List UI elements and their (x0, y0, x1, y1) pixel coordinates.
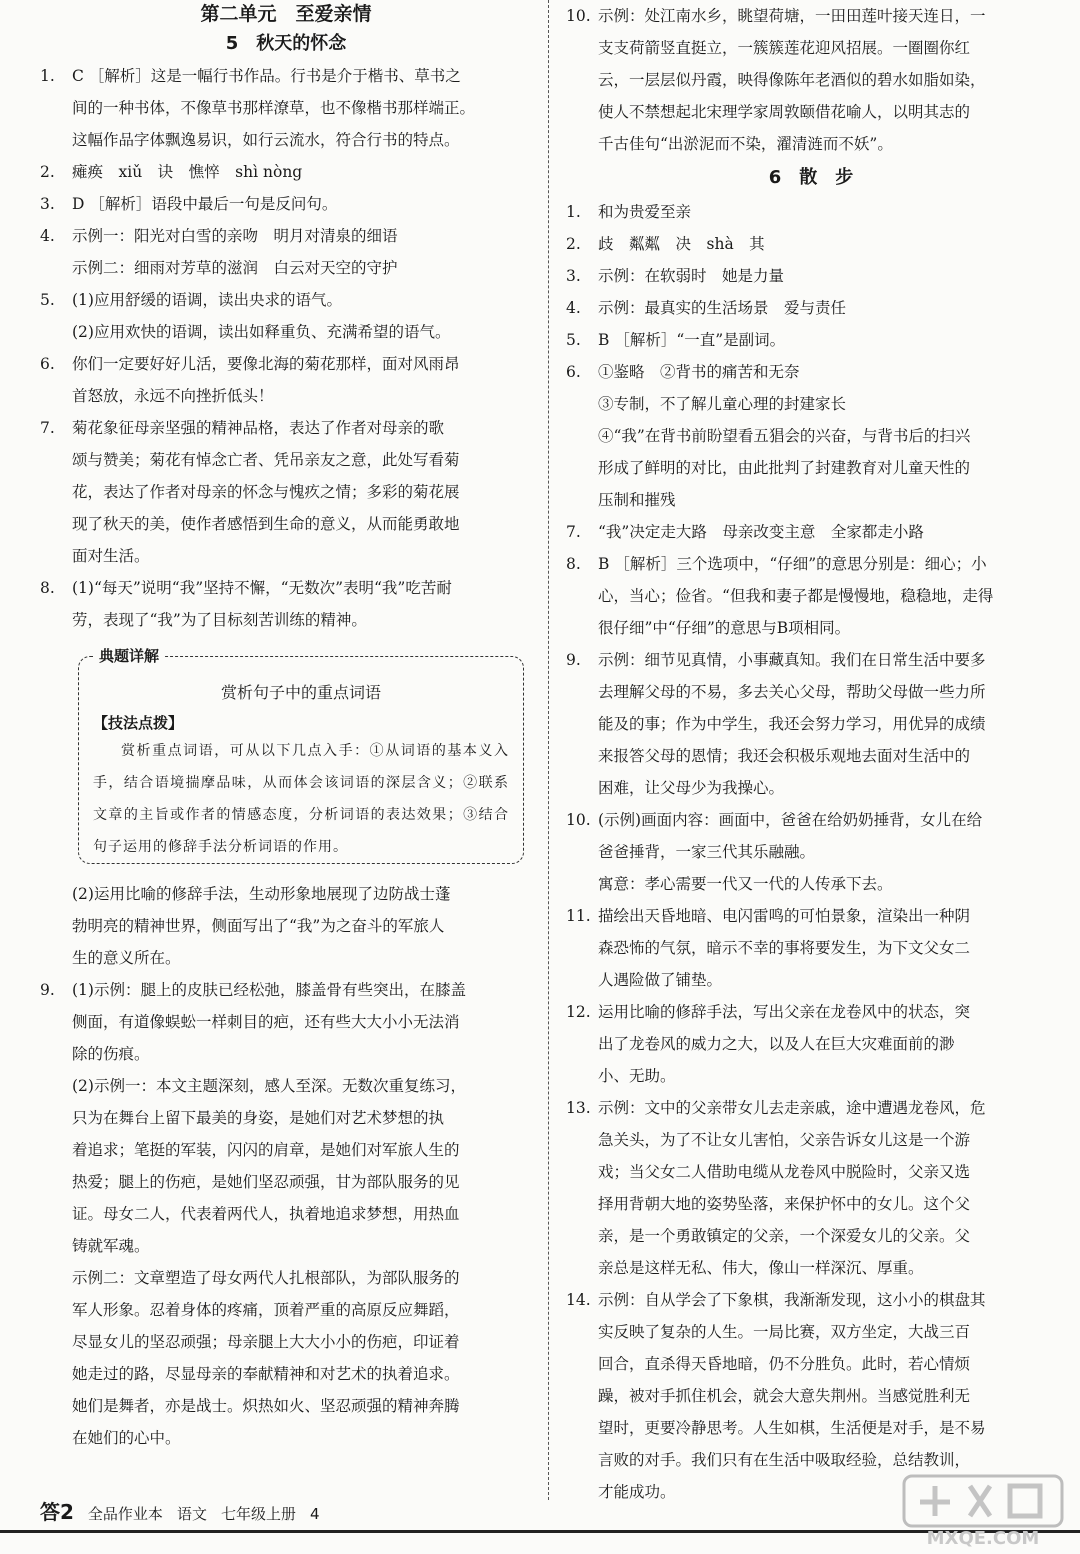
answer-number: 13. (566, 1099, 591, 1117)
unit-title: 第二单元 至爱亲情 (200, 3, 372, 25)
answer-item (40, 60, 532, 156)
answer-line: 言败的对手。我们只有在生活中吸取经验，总结教训， (598, 1451, 971, 1469)
answer-number: 6. (40, 355, 55, 373)
answer-line: 运用比喻的修辞手法，写出父亲在龙卷风中的状态，突 (598, 1003, 971, 1021)
answer-line: 除的伤痕。 (72, 1045, 150, 1063)
answer-line: 和为贵爱至亲 (598, 203, 692, 221)
answer-text (72, 412, 532, 572)
answer-item (566, 548, 1056, 644)
answer-line: 支支荷箭竖直挺立，一簇簇莲花迎风招展。一圈圈你红 (598, 39, 971, 57)
answer-line: 森恐怖的气氛，暗示不幸的事将要发生，为下文父女二 (598, 939, 971, 957)
answer-item (566, 292, 1056, 324)
answer-item (566, 996, 1056, 1092)
answer-line: 形成了鲜明的对比，由此批判了封建教育对儿童天性的 (598, 459, 971, 477)
answer-line: 望时，更要冷静思考。人生如棋，生活便是对手，是不易 (598, 1419, 986, 1437)
answer-line: (2)示例一：本文主题深刻，感人至深。无数次重复练习， (72, 1077, 466, 1095)
answer-text (598, 196, 1056, 228)
answer-line: ④“我”在背书前盼望看五猖会的兴奋，与背书后的扫兴 (598, 427, 971, 445)
answer-item (566, 228, 1056, 260)
answer-text (598, 516, 1056, 548)
left-column (40, 0, 532, 1454)
answer-number: 10. (566, 811, 591, 829)
answer-line: 示例：最真实的生活场景 爱与责任 (598, 299, 847, 317)
answer-text (72, 284, 532, 316)
answer-line: 回合，直杀得天昏地暗，仍不分胜负。此时，若心情烦 (598, 1355, 971, 1373)
answer-item (566, 324, 1056, 356)
answer-list (40, 60, 532, 252)
answer-number: 3. (40, 195, 55, 213)
answer-line: 着追求；笔挺的军装，闪闪的肩章，是她们对军旅人生的 (72, 1141, 460, 1159)
answer-line: 心，当心；俭省。“但我和妻子都是慢慢地，稳稳地，走得 (598, 587, 994, 605)
watermark-logo (900, 1472, 1066, 1550)
answer-item (566, 196, 1056, 228)
answer-line: 军人形象。忍着身体的疼痛，顶着严重的高原反应舞蹈， (72, 1301, 460, 1319)
book-name: 全品作业本 (87, 1505, 163, 1523)
watermark-text: MXQE.COM (926, 1528, 1040, 1549)
answer-line: 使人不禁想起北宋理学家周敦颐借花喻人，以明其志的 (598, 103, 971, 121)
answer-line: 尽显女儿的坚忍顽强；母亲腿上大大小小的伤疤，印证着 (72, 1333, 460, 1351)
answer-item (566, 356, 1056, 516)
answer-item (566, 900, 1056, 996)
answer-line: 她们是舞者，亦是战士。炽热如火、坚忍顽强的精神奔腾 (72, 1397, 460, 1415)
answer-item (40, 156, 532, 188)
answer-text (598, 292, 1056, 324)
answer-item (40, 284, 532, 316)
answer-item (566, 804, 1056, 900)
answer-item (40, 412, 532, 572)
answer-line: D ［解析］语段中最后一句是反问句。 (72, 195, 338, 213)
answer-line: 示例：文中的父亲带女儿去走亲戚，途中遭遇龙卷风，危 (598, 1099, 986, 1117)
answer-number: 1. (566, 203, 581, 221)
answer-text (598, 1092, 1056, 1284)
answer-line: 小、无助。 (598, 1067, 676, 1085)
answer-line: 困难，让父母少为我操心。 (598, 779, 785, 797)
answer-line: 来报答父母的恩情；我还会积极乐观地去面对生活中的 (598, 747, 971, 765)
answer-line: 只为在舞台上留下最美的身姿，是她们对艺术梦想的执 (72, 1109, 445, 1127)
answer-lines (40, 878, 532, 974)
answer-text (598, 644, 1056, 804)
answer-line: 云，一层层似丹霞，映得像陈年老酒似的碧水如脂如染， (598, 71, 986, 89)
answer-line: 示例：细节见真情，小事藏真知。我们在日常生活中要多 (598, 651, 986, 669)
answer-line: (1)示例：腿上的皮肤已经松弛，膝盖骨有些突出，在膝盖 (72, 981, 466, 999)
answer-line: 示例二：文章塑造了母女两代人扎根部队，为部队服务的 (72, 1269, 460, 1287)
answer-item (40, 974, 532, 1070)
answer-line: 热爱；腿上的伤疤，是她们坚忍顽强，甘为部队服务的见 (72, 1173, 460, 1191)
answer-line: ③专制，不了解儿童心理的封建家长 (598, 395, 847, 413)
answer-item (566, 1092, 1056, 1284)
answer-line: “我”决定走大路 母亲改变主意 全家都走小路 (598, 523, 924, 541)
answer-line: 才能成功。 (598, 1483, 676, 1501)
answer-line: 示例：自从学会了下象棋，我渐渐发现，这小小的棋盘其 (598, 1291, 986, 1309)
answer-line: 瘫痪 xiǔ 诀 憔悴 shì nòng (72, 163, 303, 181)
answer-line: 颂与赞美；菊花有悼念亡者、凭吊亲友之意，此处写看菊 (72, 451, 460, 469)
box-label: 典题详解 (93, 645, 165, 667)
answer-list (566, 0, 1056, 160)
answer-number: 7. (566, 523, 581, 541)
answer-number: 10. (566, 7, 591, 25)
answer-number: 14. (566, 1291, 591, 1309)
answer-line: 亲总是这样无私、伟大，像山一样深沉、厚重。 (598, 1259, 924, 1277)
right-column (566, 0, 1056, 1508)
answer-line: 侧面，有道像蜈蚣一样刺目的疤，还有些大大小小无法消 (72, 1013, 460, 1031)
answer-list (40, 974, 532, 1070)
answer-number: 4. (566, 299, 581, 317)
answer-number: 12. (566, 1003, 591, 1021)
answer-line: 千古佳句“出淤泥而不染，濯清涟而不妖”。 (598, 135, 893, 153)
page-label: 答2 (40, 1500, 74, 1524)
answer-line: 证。母女二人，代表着两代人，执着地追求梦想，用热血 (72, 1205, 460, 1223)
answer-item (40, 220, 532, 252)
answer-line: 铸就军魂。 (72, 1237, 150, 1255)
answer-number: 7. (40, 419, 55, 437)
answer-number: 4. (40, 227, 55, 245)
answer-list (566, 196, 1056, 1508)
answer-number: 2. (566, 235, 581, 253)
answer-line: 人遇险做了铺垫。 (598, 971, 723, 989)
lesson-title-6: 6 散 步 (768, 167, 854, 188)
answer-item (566, 516, 1056, 548)
answer-text (598, 548, 1056, 644)
answer-number: 3. (566, 267, 581, 285)
answer-item (40, 188, 532, 220)
answer-text (598, 324, 1056, 356)
answer-line: 很仔细”中“仔细”的意思与B项相同。 (598, 619, 851, 637)
answer-item (566, 644, 1056, 804)
answer-list (40, 284, 532, 316)
answer-text (72, 188, 532, 220)
grade-name: 七年级上册 (220, 1505, 296, 1523)
answer-item (40, 572, 532, 636)
answer-line: (示例)画面内容：画面中，爸爸在给奶奶捶背，女儿在给 (598, 811, 983, 829)
answer-line: 压制和摧残 (598, 491, 676, 509)
answer-line: 戏；当父女二人借助电缆从龙卷风中脱险时，父亲又选 (598, 1163, 971, 1181)
answer-number: 2. (40, 163, 55, 181)
answer-lines (40, 1070, 532, 1262)
answer-text (72, 572, 532, 636)
box-title: 赏析句子中的重点词语 (220, 683, 381, 702)
answer-continuation: (2)应用欢快的语调，读出如释重负、充满希望的语气。 (72, 323, 451, 341)
answer-line: 示例：在软弱时 她是力量 (598, 267, 785, 285)
answer-line: 她走过的路，尽显母亲的奉献精神和对艺术的执着追求。 (72, 1365, 460, 1383)
answer-number: 8. (566, 555, 581, 573)
answer-line: (1)“每天”说明“我”坚持不懈，“无数次”表明“我”吃苦耐 (72, 579, 452, 597)
answer-number: 11. (566, 907, 591, 925)
answer-line: (2)运用比喻的修辞手法，生动形象地展现了边防战士蓬 (72, 885, 451, 903)
subject-name: 语文 (176, 1505, 207, 1523)
answer-item (566, 0, 1056, 160)
answer-line: 劳，表现了“我”为了目标刻苦训练的精神。 (72, 611, 367, 629)
answer-line: 这幅作品字体飘逸易识，如行云流水，符合行书的特点。 (72, 131, 460, 149)
answer-line: 歧 粼粼 决 shà 其 (598, 235, 765, 253)
answer-line: (1)应用舒缓的语调，读出央求的语气。 (72, 291, 342, 309)
page-footer (40, 1496, 320, 1525)
answer-line: 间的一种书体，不像草书那样潦草，也不像楷书那样端正。 (72, 99, 476, 117)
answer-text (72, 220, 532, 252)
answer-item (566, 260, 1056, 292)
answer-line: 寓意：孝心需要一代又一代的人传承下去。 (598, 875, 893, 893)
answer-number: 5. (40, 291, 55, 309)
answer-line: 首怒放，永远不向挫折低头！ (72, 387, 274, 405)
answer-line: 急关头，为了不让女儿害怕，父亲告诉女儿这是一个游 (598, 1131, 971, 1149)
answer-text (598, 804, 1056, 900)
answer-line: 示例：处江南水乡，眺望荷塘，一田田莲叶接天连日，一 (598, 7, 986, 25)
answer-text (598, 356, 1056, 516)
answer-line: 示例一：阳光对白雪的亲吻 明月对清泉的细语 (72, 227, 398, 245)
answer-line: C ［解析］这是一幅行书作品。行书是介于楷书、草书之 (72, 67, 461, 85)
answer-text (598, 996, 1056, 1092)
answer-line: 描绘出天昏地暗、电闪雷鸣的可怕景象，渲染出一种阴 (598, 907, 971, 925)
answer-line: 在她们的心中。 (72, 1429, 181, 1447)
column-divider (548, 0, 549, 1500)
answer-line: 亲，是一个勇敢镇定的父亲，一个深爱女儿的父亲。父 (598, 1227, 971, 1245)
footer-number: 4 (309, 1505, 320, 1523)
answer-number: 9. (566, 651, 581, 669)
answer-line: 菊花象征母亲坚强的精神品格，表达了作者对母亲的歌 (72, 419, 445, 437)
answer-item (40, 348, 532, 412)
box-body: 赏析重点词语，可从以下几点入手：①从词语的基本义入手，结合语境揣摩品味，从而体会该词语的深层含义；②联系文章的主旨或作者的情感态度，分析词语的表达效果；③结合句子运用的修辞手法分析词语的作用。 (93, 743, 509, 855)
answer-text (72, 974, 532, 1070)
answer-text (72, 156, 532, 188)
answer-text (598, 0, 1056, 160)
answer-line: 生的意义所在。 (72, 949, 181, 967)
answer-continuation: 示例二：细雨对芳草的滋润 白云对天空的守护 (72, 259, 398, 277)
answer-text (72, 348, 532, 412)
answer-number: 5. (566, 331, 581, 349)
answer-text (72, 60, 532, 156)
answer-lines (40, 1262, 532, 1454)
answer-number: 1. (40, 67, 55, 85)
answer-text (598, 900, 1056, 996)
answer-line: 爸爸捶背，一家三代其乐融融。 (598, 843, 816, 861)
answer-line: B ［解析］三个选项中，“仔细”的意思分别是：细心；小 (598, 555, 987, 573)
answer-list (40, 348, 532, 636)
answer-line: 花，表达了作者对母亲的怀念与愧疚之情；多彩的菊花展 (72, 483, 460, 501)
answer-text (598, 228, 1056, 260)
answer-line: 你们一定要好好儿活，要像北海的菊花那样，面对风雨昂 (72, 355, 460, 373)
explanation-box (78, 647, 524, 864)
answer-number: 9. (40, 981, 55, 999)
answer-line: 去理解父母的不易，多去关心父母，帮助父母做一些力所 (598, 683, 986, 701)
answer-line: 实反映了复杂的人生。一局比赛，双方坐定，大战三百 (598, 1323, 971, 1341)
answer-line: ①鉴略 ②背书的痛苦和无奈 (598, 363, 800, 381)
answer-line: 躁，被对手抓住机会，就会大意失荆州。当感觉胜利无 (598, 1387, 971, 1405)
answer-line: 现了秋天的美，使作者感悟到生命的意义，从而能勇敢地 (72, 515, 460, 533)
answer-text (598, 260, 1056, 292)
lesson-title-5: 5 秋天的怀念 (225, 33, 347, 54)
box-subtitle: 【技法点拨】 (93, 714, 184, 732)
answer-number: 8. (40, 579, 55, 597)
answer-number: 6. (566, 363, 581, 381)
answer-line: 能及的事；作为中学生，我还会努力学习，用优异的成绩 (598, 715, 986, 733)
answer-line: 择用背朝大地的姿势坠落，来保护怀中的女儿。这个父 (598, 1195, 971, 1213)
answer-line: 勃明亮的精神世界，侧面写出了“我”为之奋斗的军旅人 (72, 917, 445, 935)
answer-line: B ［解析］“一直”是副词。 (598, 331, 786, 349)
answer-line: 面对生活。 (72, 547, 150, 565)
answer-line: 出了龙卷风的威力之大，以及人在巨大灾难面前的渺 (598, 1035, 955, 1053)
